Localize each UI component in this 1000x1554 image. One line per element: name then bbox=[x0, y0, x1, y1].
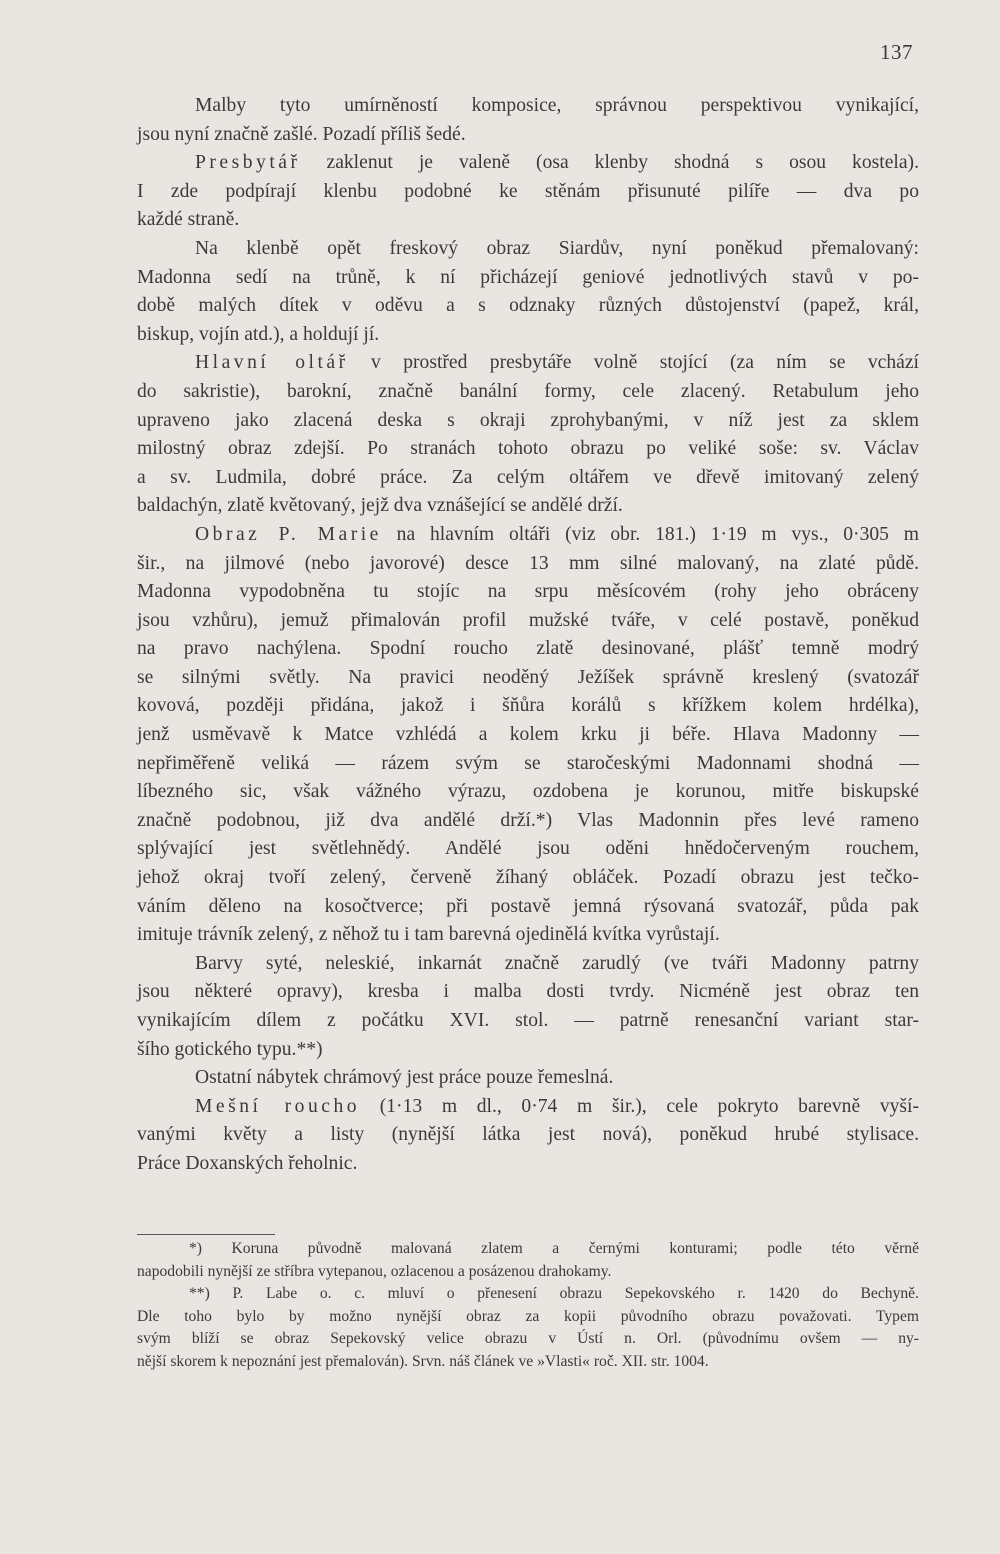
lines-line bbox=[137, 893, 919, 922]
lines-line bbox=[137, 264, 919, 293]
footnotes-line bbox=[137, 1328, 919, 1351]
lines-text: Na klenbě opět freskový obraz Siardův, nyní poněkud přemalovaný: bbox=[195, 237, 919, 259]
lines-text: v prostřed presbytáře volně stojící (za ním se vchází bbox=[348, 352, 919, 374]
footnotes bbox=[137, 1238, 919, 1373]
lines-line bbox=[137, 807, 919, 836]
lines-text: I zde podpírají klenbu podobné ke stěnám přisunuté pilíře — dva po bbox=[137, 180, 919, 202]
lines-text: Madonna vypodobněna tu stojíc na srpu měsícovém (rohy jeho obráceny bbox=[137, 581, 919, 603]
lines-text: Malby tyto umírněností komposice, správnou perspektivou vynikající, bbox=[195, 95, 919, 116]
lines-text: upraveno jako zlacená deska s okraji zprohybanými, v níž jest za sklem bbox=[137, 409, 919, 431]
lines-text: jenž usměvavě k Matce vzhlédá a kolem krku ji béře. Hlava Madonny — bbox=[137, 724, 919, 746]
lines-line bbox=[137, 550, 919, 579]
lines-text: váním děleno na kosočtverce; při postavě jemná rýsovaná svatozář, půda pak bbox=[137, 895, 919, 917]
footnotes-text: **) P. Labe o. c. mluví o přenesení obrazu Sepekovského r. 1420 do Bechyně. bbox=[189, 1285, 919, 1302]
lines-line bbox=[137, 521, 919, 550]
lines-line bbox=[137, 778, 919, 807]
lines-text: a sv. Ludmila, dobré práce. Za celým oltářem ve dřevě imitovaný zelený bbox=[137, 466, 919, 488]
lines-line bbox=[137, 950, 919, 979]
lines-text: Madonna sedí na trůně, k ní přicházejí geniové jednotlivých stavů v po- bbox=[137, 266, 919, 288]
lines-line bbox=[137, 492, 919, 521]
lines-text: každé straně. bbox=[137, 209, 240, 231]
lines-line bbox=[137, 578, 919, 607]
lines-line bbox=[137, 750, 919, 779]
lines-line bbox=[137, 1093, 919, 1122]
footnotes-line bbox=[137, 1238, 919, 1261]
lines-line bbox=[137, 464, 919, 493]
lines-text: imituje trávník zelený, z něhož tu i tam barevná ojedinělá kvítka vyrůstají. bbox=[137, 924, 720, 946]
lines-line bbox=[137, 206, 919, 235]
lines-line bbox=[137, 692, 919, 721]
footnotes-line bbox=[137, 1351, 919, 1374]
page-number: 137 bbox=[880, 40, 913, 64]
lines-text: zaklenut je valeně (osa klenby shodná s osou kostela). bbox=[300, 152, 919, 174]
spaced-heading: Obraz P. Marie bbox=[195, 523, 382, 545]
lines-text: milostný obraz zdejší. Po stranách tohoto obrazu po veliké soše: sv. Václav bbox=[137, 438, 919, 460]
spaced-heading: Mešní roucho bbox=[195, 1095, 361, 1117]
footnotes-text: svým blíží se obraz Sepekovský velice obrazu v Ústí n. Orl. (původnímu ovšem — ny- bbox=[137, 1330, 919, 1347]
lines-text: biskup, vojín atd.), a holdují jí. bbox=[137, 323, 380, 345]
footnote-separator bbox=[137, 1234, 275, 1235]
lines-line bbox=[137, 1007, 919, 1036]
spaced-heading: Presbytář bbox=[195, 152, 301, 174]
footnotes-text: *) Koruna původně malovaná zlatem a černými konturami; podle této věrně bbox=[189, 1240, 919, 1257]
lines-line bbox=[137, 921, 919, 950]
lines-line bbox=[137, 349, 919, 378]
spaced-heading: Hlavní oltář bbox=[195, 352, 349, 374]
lines-text: na hlavním oltáři (viz obr. 181.) 1·19 m vys., 0·305 m bbox=[381, 523, 920, 545]
lines-line bbox=[137, 407, 919, 436]
lines-text: na pravo nachýlena. Spodní roucho zlatě desinované, plášť temně modrý bbox=[137, 638, 919, 660]
lines-text: jsou některé opravy), kresba i malba dosti tvrdy. Nicméně jest obraz ten bbox=[137, 981, 919, 1003]
lines-line bbox=[137, 721, 919, 750]
lines-text: šího gotického typu.**) bbox=[137, 1038, 323, 1060]
lines-line bbox=[137, 149, 919, 178]
lines-line bbox=[137, 1064, 919, 1093]
lines-text: vynikajícím dílem z počátku XVI. stol. — patrně renesanční variant star- bbox=[137, 1010, 919, 1031]
lines-text: líbezného sic, však vážného výrazu, ozdobena je korunou, mitře biskupské bbox=[137, 781, 919, 803]
lines-line bbox=[137, 978, 919, 1007]
lines-line bbox=[137, 664, 919, 693]
lines-text: jsou nyní značně zašlé. Pozadí příliš šedé. bbox=[137, 123, 466, 145]
lines-line bbox=[137, 1121, 919, 1150]
lines-line bbox=[137, 378, 919, 407]
lines-text: jehož okraj tvoří zelený, červeně žíhaný obláček. Pozadí obrazu jest tečko- bbox=[137, 867, 919, 889]
lines-line bbox=[137, 178, 919, 207]
lines-text: do sakristie), barokní, značně banální formy, cele zlacený. Retabulum jeho bbox=[137, 380, 919, 402]
lines-text: nepřiměřeně veliká — rázem svým se staročeskými Madonnami shodná — bbox=[137, 752, 919, 774]
lines-text: šir., na jilmové (nebo javorové) desce 13 mm silné malovaný, na zlaté půdě. bbox=[137, 552, 919, 574]
lines-line bbox=[137, 835, 919, 864]
lines-line bbox=[137, 435, 919, 464]
lines-line bbox=[137, 1150, 919, 1179]
lines-line bbox=[137, 121, 919, 150]
footnotes-line bbox=[137, 1261, 919, 1284]
lines-text: značně podobnou, již dva andělé drží.*) Vlas Madonnin přes levé rameno bbox=[137, 809, 919, 831]
lines-text: (1·13 m dl., 0·74 m šir.), cele pokryto barevně vyší- bbox=[360, 1095, 920, 1117]
lines-text: jsou vzhůru), jemuž přimalován profil mužské tváře, v celé postavě, poněkud bbox=[137, 609, 919, 631]
lines-line bbox=[137, 607, 919, 636]
lines-line bbox=[137, 292, 919, 321]
footnotes-text: nější skorem k nepoznání jest přemalován). Srvn. náš článek ve »Vlasti« roč. XII. str. 1004. bbox=[137, 1352, 709, 1370]
lines-text: baldachýn, zlatě květovaný, jejž dva vznášející se andělé drží. bbox=[137, 495, 623, 517]
lines-line bbox=[137, 235, 919, 264]
lines-text: Ostatní nábytek chrámový jest práce pouze řemeslná. bbox=[195, 1067, 614, 1089]
footnotes-line bbox=[137, 1306, 919, 1329]
lines-line bbox=[137, 1036, 919, 1065]
lines-line bbox=[137, 321, 919, 350]
lines-line bbox=[137, 92, 919, 121]
footnotes-text: napodobili nynější ze stříbra vytepanou, ozlacenou a posázenou drahokamy. bbox=[137, 1262, 612, 1280]
lines-text: Barvy syté, neleskié, inkarnát značně zarudlý (ve tváři Madonny patrny bbox=[195, 952, 919, 974]
lines-line bbox=[137, 864, 919, 893]
lines-text: splývající jest světlehnědý. Andělé jsou oděni hnědočerveným rouchem, bbox=[137, 838, 919, 860]
footnotes-line bbox=[137, 1283, 919, 1306]
lines-text: se silnými světly. Na pravici neoděný Ježíšek správně kreslený (svatozář bbox=[137, 666, 919, 688]
lines-text: Práce Doxanských řeholnic. bbox=[137, 1152, 358, 1174]
body-text bbox=[137, 92, 919, 1179]
lines-text: kovová, později přidána, jakož i šňůra korálů s křížkem kolem hrdélka), bbox=[137, 695, 919, 717]
lines-line bbox=[137, 635, 919, 664]
lines-text: vanými květy a listy (nynější látka jest nová), poněkud hrubé stylisace. bbox=[137, 1124, 919, 1146]
lines-text: době malých dítek v oděvu a s odznaky různých důstojenství (papež, král, bbox=[137, 295, 919, 317]
footnotes-text: Dle toho bylo by možno nynější obraz za kopii původního obrazu považovati. Typem bbox=[137, 1307, 919, 1325]
